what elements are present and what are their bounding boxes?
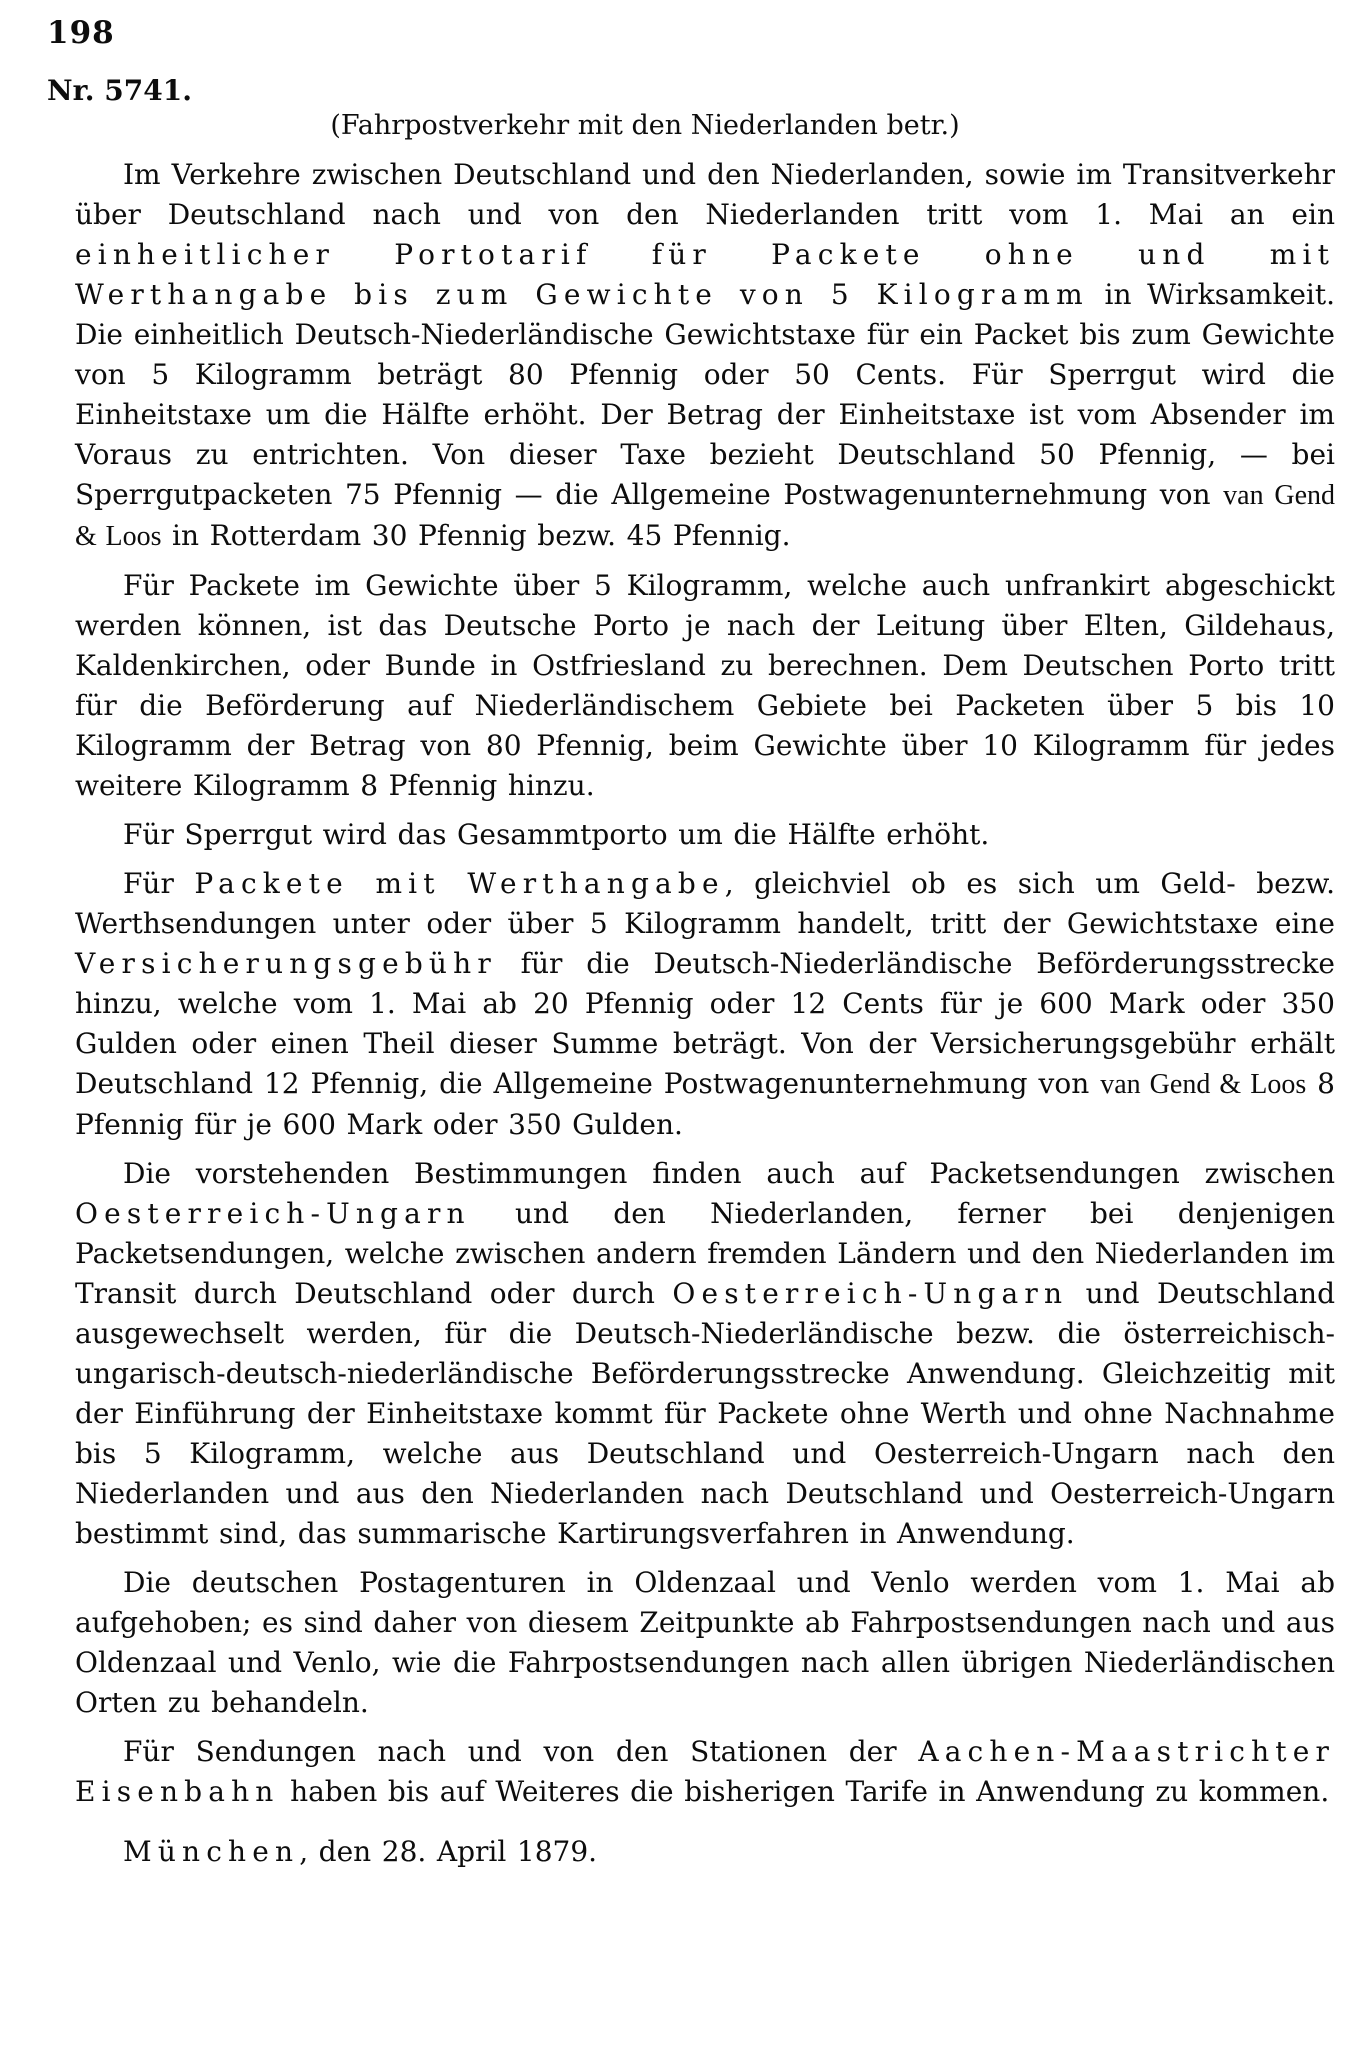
paragraph	[75, 155, 1335, 557]
document-heading: (Fahrpostverkehr mit den Niederlanden betr.)	[330, 110, 960, 141]
paragraph	[75, 815, 1335, 855]
emphasized-text: München	[123, 1834, 300, 1868]
document-body	[75, 155, 1335, 1872]
paragraph	[75, 1563, 1335, 1723]
text-run: Die vorstehenden Bestimmungen finden auch auf Packetsendungen zwischen	[123, 1156, 1335, 1190]
text-run: haben bis auf Weiteres die bisherigen Tarife in Anwendung zu kommen.	[279, 1774, 1330, 1808]
text-run: Für Sendungen nach und von den Stationen der	[123, 1734, 919, 1768]
emphasized-text: Oesterreich-Ungarn	[672, 1276, 1069, 1310]
text-run: , den 28. April 1879.	[299, 1834, 598, 1868]
text-run: für die Deutsch-Niederländische Beförderungsstrecke hinzu, welche vom 1. Mai ab 20 Pfennig oder 12 Cents für je 600 Mark oder 350 Gulden oder einen Theil dieser Summe beträgt. Von der Versicherungsgebühr erhält Deutschland 12 Pfennig, die Allgemeine Postwagenunternehmung von	[75, 946, 1335, 1100]
paragraph	[75, 1732, 1335, 1812]
dateline	[75, 1832, 1335, 1872]
text-run: und Deutschland ausgewechselt werden, für die Deutsch-Niederländische bezw. die österreichisch-ungarisch-deutsch-niederländische Beförderungsstrecke Anwendung. Gleichzeitig mit der Einführung der Einheitstaxe kommt für Packete ohne Werth und ohne Nachnahme bis 5 Kilogramm, welche aus Deutschland und Oesterreich-Ungarn nach den Niederlanden und aus den Niederlanden nach Deutschland und Oesterreich-Ungarn bestimmt sind, das summarische Kartirungsverfahren in Anwendung.	[75, 1276, 1336, 1550]
paragraph	[75, 1154, 1335, 1554]
text-run: , gleichviel ob es sich um Geld- bezw. Werthsendungen unter oder über 5 Kilogramm handelt, tritt der Gewichtstaxe eine	[75, 866, 1335, 940]
emphasized-text: Aachen-Maastrichter Eisenbahn	[75, 1734, 1335, 1808]
text-run: Für Packete im Gewichte über 5 Kilogramm, welche auch unfrankirt abgeschickt werden können, ist das Deutsche Porto je nach der Leitung über Elten, Gildehaus, Kaldenkirchen, oder Bunde in Ostfriesland zu berechnen. Dem Deutschen Porto tritt für die Beförderung auf Niederländischem Gebiete bei Packeten über 5 bis 10 Kilogramm der Betrag von 80 Pfennig, beim Gewichte über 10 Kilogramm für jedes weitere Kilogramm 8 Pfennig hinzu.	[75, 568, 1335, 802]
emphasized-text: Versicherungsgebühr	[75, 946, 497, 980]
text-run: Für	[123, 866, 195, 900]
text-run: Für Sperrgut wird das Gesammtporto um die Hälfte erhöht.	[123, 817, 990, 851]
antiqua-text: van Gend & Loos	[1100, 1068, 1307, 1100]
text-run: Die deutschen Postagenturen in Oldenzaal und Venlo werden vom 1. Mai ab aufgehoben; es sind daher von diesem Zeitpunkte ab Fahrpostsendungen nach und aus Oldenzaal und Venlo, wie die Fahrpostsendungen nach allen übrigen Niederländischen Orten zu behandeln.	[75, 1565, 1335, 1719]
emphasized-text: Oesterreich-Ungarn	[75, 1196, 471, 1230]
emphasized-text: Packete mit Werthangabe	[194, 866, 725, 900]
paragraph	[75, 566, 1335, 806]
text-run: und den Niederlanden, ferner bei denjenigen Packetsendungen, welche zwischen andern fremden Ländern und den Niederlanden im Transit durch Deutschland oder durch	[75, 1196, 1335, 1310]
page-number: 198	[47, 15, 115, 51]
text-run: in Wirksamkeit. Die einheitlich Deutsch-Niederländische Gewichtstaxe für ein Packet bis zum Gewichte von 5 Kilogramm beträgt 80 Pfennig oder 50 Cents. Für Sperrgut wird die Einheitstaxe um die Hälfte erhöht. Der Betrag der Einheitstaxe ist vom Absender im Voraus zu entrichten. Von dieser Taxe bezieht Deutschland 50 Pfennig, — bei Sperrgutpacketen 75 Pfennig — die Allgemeine Postwagenunternehmung von	[75, 277, 1335, 511]
text-run: in Rotterdam 30 Pfennig bezw. 45 Pfennig.	[161, 518, 791, 552]
doc-number: Nr. 5741.	[47, 74, 192, 107]
text-run: Im Verkehre zwischen Deutschland und den Niederlanden, sowie im Transitverkehr über Deutschland nach und von den Niederlanden tritt vom 1. Mai an ein	[75, 157, 1335, 231]
paragraph	[75, 864, 1335, 1145]
antiqua-text: van Gend & Loos	[75, 479, 1335, 552]
text-run: 8 Pfennig für je 600 Mark oder 350 Gulden.	[75, 1066, 1335, 1141]
emphasized-text: einheitlicher Portotarif für Packete ohne und mit Werthangabe bis zum Gewichte von 5 Kilogramm	[75, 237, 1335, 311]
